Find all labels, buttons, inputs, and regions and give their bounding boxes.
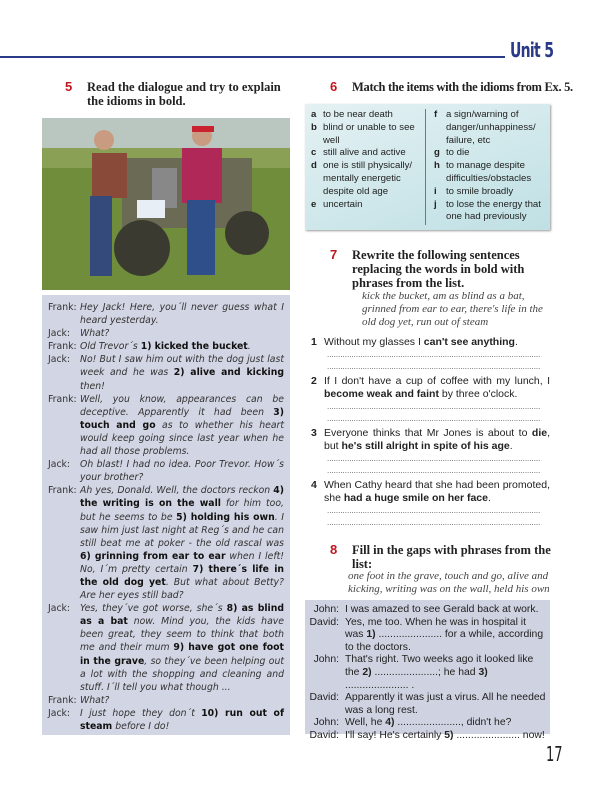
text-segment: when I left! No, I´m pretty certain [80,550,284,575]
text-segment: . [487,492,491,504]
bold-phrase: 3) touch and go [80,406,284,431]
speaker-name: David: [309,616,339,628]
speaker-name: Jack: [48,603,71,615]
answer-line[interactable]: ................................................................................................ [327,350,541,359]
dialogue-text [345,617,546,655]
dialogue-line [48,458,284,484]
exercise-7-heading [330,248,552,290]
dialogue-text [345,604,538,617]
text-segment: . [247,341,251,353]
text-segment: ......................; he had [371,666,479,678]
text-segment: Well, you know, appearances can be deceptive. Apparently it had been [80,393,284,418]
exercise-number: 6 [330,79,337,94]
item-text: blind or unable to see well [323,121,415,146]
sentence-item [311,427,550,453]
bold-phrase: can't see anything [423,336,515,348]
exercise-instruction: Read the dialogue and try to explain the idioms in bold. [87,80,281,108]
text-segment: as to whether his heart would keep going since last year when he had all those problems. [80,419,284,458]
exercise-instruction: Fill in the gaps with phrases from the list: [352,543,551,571]
speaker-name: John: [313,717,339,729]
dialogue-line [309,604,546,617]
fill-gaps-dialogue [305,600,550,741]
dialogue-line [48,694,284,707]
bold-phrase: 6) grinning from ear to ear [80,550,226,562]
dialogue-line [48,340,284,353]
definitions-left [311,109,421,225]
text-segment: When Cathy heard that she had been promoted, she [324,479,550,504]
speaker-name: Frank: [48,341,77,353]
phrase-list: one foot in the grave, touch and go, alive and kicking, writing was on the wall, held his own [348,570,550,595]
header-rule [0,56,505,58]
bold-phrase: 3) [478,666,488,678]
bold-phrase: 7) there´s life in the old dog yet [80,563,284,588]
item-text: to smile broadly [446,185,514,197]
speaker-name: Frank: [48,485,77,497]
bold-phrase: 5) holding his own [176,511,275,523]
exercise-instruction: Match the items with the idioms from Ex. 5. [352,80,573,94]
sentence-item [311,375,550,401]
text-segment: . [509,440,513,452]
definition-item [311,160,421,198]
sentence-text [324,479,550,505]
definition-item [434,109,544,147]
item-letter: g [434,147,440,159]
text-segment: I just hope they don´t [80,707,202,719]
text-segment: What? [80,694,110,706]
text-segment: Ah yes, Donald. Well, the doctors reckon [80,485,274,497]
dialogue-text [345,730,545,743]
definition-item [434,147,544,160]
exercise-6-heading [330,80,573,94]
bold-phrase: 8) as blind as a bat [80,603,284,628]
dialogue-text [80,484,284,602]
speaker-name: Jack: [48,707,71,719]
speaker-name: Frank: [48,694,77,706]
dialogue-line [309,730,546,743]
speaker-name: Jack: [48,328,71,340]
text-segment: Hey Jack! Here, you´ll never guess what I heard yesterday. [80,302,284,327]
sentence-number: 2 [311,375,317,387]
text-segment: ...................... now! [453,729,545,741]
sentence-number: 4 [311,479,317,491]
dialogue-line [48,353,284,392]
item-text: a sign/warning of danger/unhappiness/ failure, etc [446,109,536,146]
dialogue-text [345,717,511,730]
answer-line[interactable]: ................................................................................................ [327,454,541,463]
text-segment: Yes, me too. When he was in hospital it was [345,616,526,641]
item-letter: i [434,185,437,197]
item-letter: j [434,198,437,210]
unit-title: Unit 5 [510,38,554,62]
bold-phrase: 2) [362,666,372,678]
text-segment: . I saw him just last night at Reg´s and he can still beat me at poker - the old rascal was [80,511,285,549]
dialogue-text [345,654,546,692]
speaker-name: David: [309,729,339,741]
definition-item [311,109,421,122]
dialogue-text [80,340,284,353]
dialogue-line [309,717,546,730]
bold-phrase: die [531,427,548,439]
rewrite-sentences [311,336,550,531]
text-segment: Old Trevor´s [80,341,141,353]
speaker-name: Jack: [48,459,71,471]
answer-line[interactable]: ................................................................................................ [327,362,541,371]
definition-item [311,147,421,160]
item-letter: e [311,198,317,210]
text-segment: If I don't have a cup of coffee with my lunch, I [324,375,550,387]
text-segment: . But what about Betty? Are her eyes still bad? [80,576,284,602]
definition-item [434,186,544,199]
bold-phrase: 2) alive and kicking [173,367,284,379]
bold-phrase: 4) the writing is on the wall [80,485,284,510]
dialogue-text [80,694,284,707]
farmers-photo [42,118,290,290]
text-segment: That's right. Two weeks ago it looked like the [345,654,534,678]
text-segment: , but [324,427,550,452]
sentence-item [311,479,550,505]
text-segment: I'll say! He's certainly [345,729,445,741]
dialogue-line [48,327,284,340]
exercise-number: 8 [330,542,338,557]
dialogue-text [80,301,284,327]
speaker-name: John: [313,654,339,666]
dialogue-line [48,707,284,733]
dialogue-text [80,458,284,484]
text-segment: No! But I saw him out with the dog just last week and he was [80,354,284,379]
dialogue-line [309,654,546,692]
item-letter: a [311,109,317,120]
sentence-number: 1 [311,336,317,348]
text-segment: before I do! [112,721,170,732]
dialogue-line [48,484,284,602]
text-segment: ...................... . [345,679,415,691]
exercise-8-heading [330,543,552,571]
dialogue-box [42,295,290,735]
answer-line[interactable]: ................................................................................................ [327,414,541,423]
speaker-name: Frank: [48,302,77,313]
dialogue-line [48,602,284,694]
exercise-number: 7 [330,247,338,262]
text-segment: ...................... for a while, according to the doctors. [345,629,544,653]
item-text: to manage despite difficulties/obstacles [446,160,532,184]
bold-phrase: 1) kicked the bucket [140,341,248,353]
dialogue-text [80,602,284,694]
text-segment: Without my glasses I [324,336,424,348]
answer-line[interactable]: ................................................................................................ [327,402,541,411]
text-segment: Oh blast! I had no idea. Poor Trevor. How´s your brother? [80,459,284,484]
bold-phrase: he's still alright in spite of his age [341,440,510,452]
text-segment: now. Mind you, the kids have been great, they seem to think that both me and their mum [80,616,284,654]
bold-phrase: 1) [366,629,376,641]
text-segment: Well, he [345,717,386,729]
text-segment: I was amazed to see Gerald back at work. [345,604,539,615]
exercise-5-heading [65,80,290,108]
exercise-number: 5 [65,79,73,94]
answer-line[interactable]: ................................................................................................ [327,466,541,475]
text-segment: for him too, but he seems to be [80,498,284,523]
bold-phrase: 9) have got one foot in the grave [80,642,284,667]
bold-phrase: become weak and faint [324,388,439,400]
item-letter: f [434,109,438,120]
bold-phrase: 4) [385,717,395,729]
speaker-name: Frank: [48,393,77,405]
item-text: uncertain [323,198,363,210]
definitions-right [425,109,544,225]
text-segment: What? [80,328,110,340]
bold-phrase: 5) [444,729,454,741]
definitions-box [305,104,550,230]
sentence-number: 3 [311,427,317,439]
item-letter: d [311,160,317,172]
text-segment: Everyone thinks that Mr Jones is about to [324,427,532,439]
bold-phrase: had a huge smile on her face [343,492,488,504]
text-segment: , so they´ve been helping out a lot with the shopping and cleaning and stuff. I´ll tell you what though ... [80,655,284,693]
definition-item [434,199,544,225]
dialogue-text [80,353,284,392]
dialogue-line [48,301,284,327]
dialogue-line [309,692,546,717]
answer-line[interactable]: ................................................................................................ [327,518,541,527]
text-segment: . [514,336,518,348]
page-number: 17 [546,742,563,766]
sentence-text [324,427,550,453]
item-letter: c [311,147,317,159]
text-segment: ......................, didn't he? [394,717,512,729]
dialogue-text [80,327,284,340]
definition-item [311,199,421,212]
item-text: to die [446,147,470,159]
exercise-instruction: Rewrite the following sentences replacing the words in bold with phrases from the list. [352,248,525,290]
text-segment: Yes, they´ve got worse, she´s [80,603,227,615]
item-text: still alive and active [323,147,406,159]
dialogue-text [80,707,284,733]
speaker-name: Jack: [48,354,71,366]
bold-phrase: 10) run out of steam [80,707,284,732]
item-text: to lose the energy that one had previously [446,198,541,223]
sentence-item [311,336,550,349]
speaker-name: John: [313,604,339,615]
text-segment: then! [80,380,105,392]
item-text: to be near death [323,109,393,120]
phrase-list: kick the bucket, am as blind as a bat, grinned from ear to ear, there's life in the old dog yet, run out of steam [362,290,543,328]
text-segment: Apparently it was just a virus. All he needed was a long rest. [345,692,546,716]
text-segment: by three o'clock. [438,388,518,400]
definition-item [434,160,544,186]
dialogue-text [80,393,284,458]
item-text: one is still physically/ mentally energetic despite old age [323,160,413,197]
item-letter: h [434,160,440,172]
definition-item [311,122,421,148]
item-letter: b [311,121,317,133]
dialogue-line [48,393,284,458]
speaker-name: David: [309,692,339,704]
sentence-text [324,336,518,349]
dialogue-text [345,692,546,717]
dialogue-line [309,617,546,655]
sentence-text [324,375,550,401]
answer-line[interactable]: ................................................................................................ [327,506,541,515]
